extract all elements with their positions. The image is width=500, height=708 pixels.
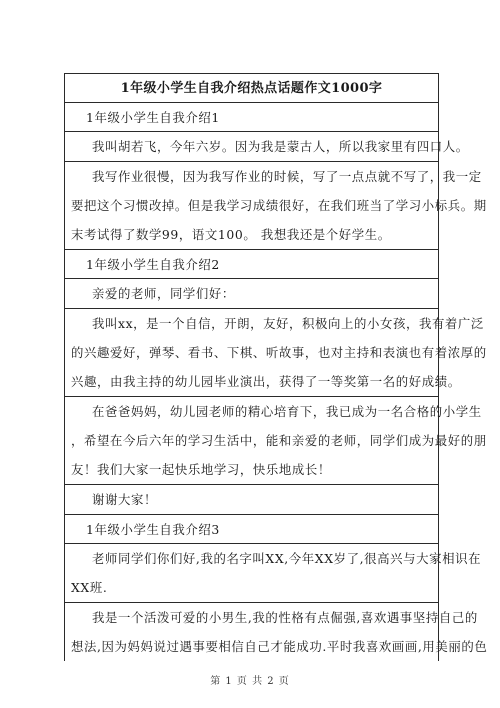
paragraph: [65, 397, 487, 485]
paragraph: [65, 544, 482, 603]
paragraph-line: ，希望在今后六年的学习生活中，能和亲爱的老师，同学们成为最好的朋: [71, 433, 487, 448]
paragraph: [65, 485, 438, 515]
paragraph-line: 在爸爸妈妈，幼儿园老师的精心培育下，我已成为一名合格的小学生: [92, 404, 482, 419]
section-heading: 1年级小学生自我介绍3: [65, 515, 438, 544]
paragraph-line: 谢谢大家！: [92, 492, 157, 507]
paragraph: [65, 132, 469, 162]
paragraph-line: 亲爱的老师，同学们好：: [92, 286, 235, 301]
paragraph: [65, 309, 487, 397]
paragraph-line: 我叫胡若飞，今年六岁。因为我是蒙古人，所以我家里有四口人。: [92, 139, 469, 154]
paragraph-line: 想法,因为妈妈说过遇事要相信自己才能成功.平时我喜欢画画,用美丽的色: [71, 639, 488, 654]
document-title: 1年级小学生自我介绍热点话题作文1000字: [65, 74, 438, 103]
section-heading: 1年级小学生自我介绍1: [65, 103, 438, 132]
paragraph-line: 末考试得了数学99，语文100。 我想我还是个好学生。: [71, 227, 391, 242]
page-number: 第 1 页 共 2 页: [210, 676, 290, 687]
section-heading: 1年级小学生自我介绍2: [65, 250, 438, 279]
paragraph-line: 友！我们大家一起快乐地学习，快乐地成长！: [71, 462, 331, 477]
paragraph-line: XX班.: [71, 580, 108, 595]
paragraph-line: 我是一个活泼可爱的小男生,我的性格有点倔强,喜欢遇事坚持自己的: [92, 610, 478, 625]
paragraph-line: 我叫xx，是一个自信，开朗，友好，积极向上的小女孩，我有着广泛: [92, 316, 484, 331]
paragraph-line: 要把这个习惯改掉。但是我学习成绩很好，在我们班当了学习小标兵。期: [71, 198, 487, 213]
paragraph: [65, 603, 488, 661]
paragraph-line: 兴趣，由我主持的幼儿园毕业演出，获得了一等奖第一名的好成绩。: [71, 374, 461, 389]
document-table: [64, 73, 488, 661]
paragraph: [65, 162, 487, 250]
paragraph-line: 我写作业很慢，因为我写作业的时候，写了一点点就不写了，我一定: [92, 169, 482, 184]
paragraph-line: 的兴趣爱好，弹琴、看书、下棋、听故事，也对主持和表演也有着浓厚的: [71, 345, 487, 360]
paragraph-line: 老师同学们你们好,我的名字叫XX,今年XX岁了,很高兴与大家相识在: [92, 551, 482, 566]
paragraph: [65, 279, 438, 309]
